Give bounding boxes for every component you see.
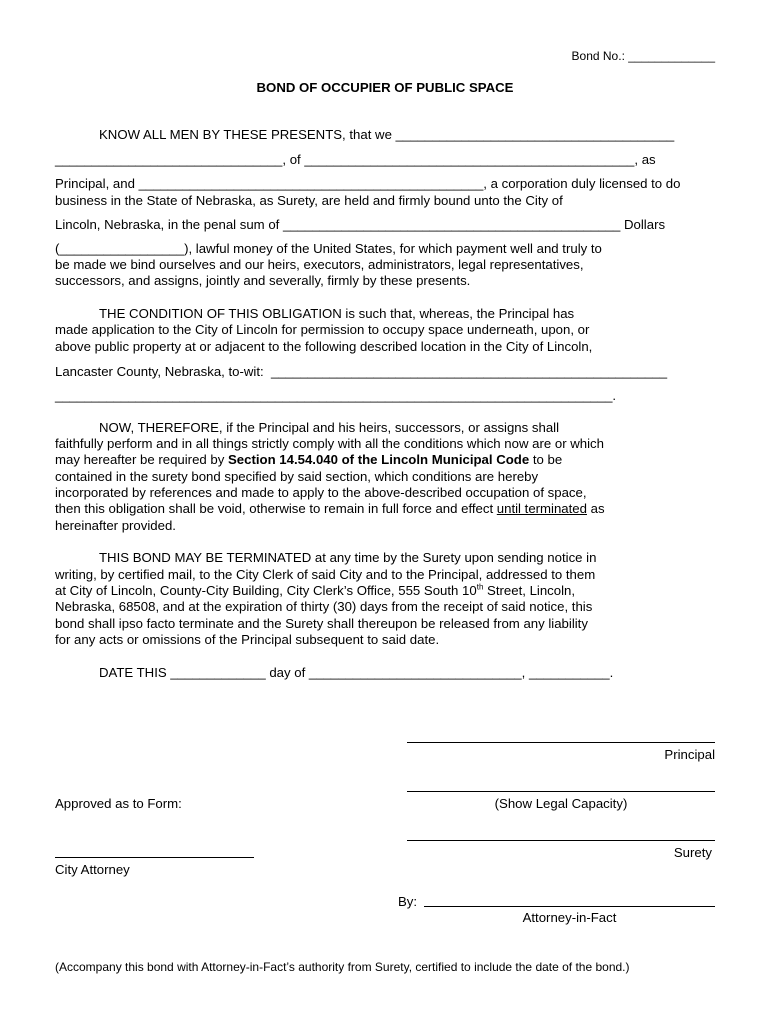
legal-capacity-label: (Show Legal Capacity) <box>494 796 628 811</box>
intro-line-6: (_________________), lawful money of the United States, for which payment well and truly to <box>55 241 602 256</box>
ordinal-suffix: th <box>476 582 484 592</box>
city-attorney-signature-line <box>55 857 254 858</box>
intro-line-7: be made we bind ourselves and our heirs, executors, administrators, legal representatives, <box>55 257 584 272</box>
therefore-line-3 <box>55 452 562 468</box>
attorney-in-fact-signature-line <box>424 906 715 907</box>
municipal-code-reference: Section 14.54.040 of the Lincoln Municipal Code <box>228 452 530 467</box>
termination-line-6: for any acts or omissions of the Principal subsequent to said date. <box>55 632 440 647</box>
city-attorney-label: City Attorney <box>55 862 130 877</box>
therefore-line-3-post: to be <box>529 452 563 467</box>
termination-line-4: Nebraska, 68508, and at the expiration of thirty (30) days from the receipt of said notice, this <box>55 599 593 614</box>
principal-label: Principal <box>664 747 715 762</box>
therefore-line-6-pre: then this obligation shall be void, otherwise to remain in full force and effect <box>55 501 497 516</box>
surety-label: Surety <box>673 845 712 860</box>
intro-line-1: KNOW ALL MEN BY THESE PRESENTS, that we ______________________________________ <box>99 127 675 142</box>
termination-line-3-pre: at City of Lincoln, County-City Building, City Clerk’s Office, 555 South 10 <box>55 583 477 598</box>
legal-capacity-line <box>407 791 715 792</box>
therefore-line-2: faithfully perform and in all things strictly comply with all the conditions which now are or which <box>55 436 604 451</box>
approved-as-to-form-label: Approved as to Form: <box>55 796 182 811</box>
therefore-line-4: contained in the surety bond specified by said section, which conditions are hereby <box>55 469 539 484</box>
principal-signature-line <box>407 742 715 743</box>
date-line: DATE THIS _____________ day of _____________________________, ___________. <box>99 665 614 680</box>
intro-line-3: Principal, and _______________________________________________, a corporation duly licensed to do <box>55 176 681 191</box>
surety-signature-line <box>407 840 715 841</box>
therefore-line-6 <box>55 501 605 517</box>
condition-line-4: Lancaster County, Nebraska, to-wit: ______________________________________________________ <box>55 364 668 379</box>
by-label: By: <box>398 894 418 909</box>
intro-line-2: _______________________________, of _____________________________________________, as <box>55 152 656 167</box>
intro-line-8: successors, and assigns, jointly and severally, firmly by these presents. <box>55 273 471 288</box>
document-title: BOND OF OCCUPIER OF PUBLIC SPACE <box>256 80 514 95</box>
attorney-in-fact-label: Attorney-in-Fact <box>522 910 617 925</box>
therefore-line-6-post: as <box>586 501 605 516</box>
termination-line-3 <box>55 583 575 599</box>
therefore-line-1: NOW, THEREFORE, if the Principal and his heirs, successors, or assigns shall <box>99 420 560 435</box>
intro-line-4: business in the State of Nebraska, as Surety, are held and firmly bound unto the City of <box>55 193 563 208</box>
until-terminated-text: until terminated <box>496 501 587 516</box>
therefore-line-7: hereinafter provided. <box>55 518 176 533</box>
termination-line-5: bond shall ipso facto terminate and the Surety shall thereupon be released from any liability <box>55 616 588 631</box>
condition-line-5: ____________________________________________________________________________. <box>55 388 617 403</box>
intro-line-5: Lincoln, Nebraska, in the penal sum of ______________________________________________ Dollars <box>55 217 666 232</box>
termination-line-1: THIS BOND MAY BE TERMINATED at any time by the Surety upon sending notice in <box>99 550 597 565</box>
condition-line-3: above public property at or adjacent to the following described location in the City of Lincoln, <box>55 339 593 354</box>
therefore-line-5: incorporated by references and made to apply to the above-described occupation of space, <box>55 485 587 500</box>
bond-number-field: Bond No.: _____________ <box>571 49 715 63</box>
condition-line-1: THE CONDITION OF THIS OBLIGATION is such that, whereas, the Principal has <box>99 306 575 321</box>
footer-note: (Accompany this bond with Attorney-in-Fact’s authority from Surety, certified to include the date of the bond.) <box>55 960 630 974</box>
termination-line-3-post: Street, Lincoln, <box>483 583 576 598</box>
condition-line-2: made application to the City of Lincoln for permission to occupy space underneath, upon, or <box>55 322 590 337</box>
termination-line-2: writing, by certified mail, to the City Clerk of said City and to the Principal, addressed to them <box>55 567 596 582</box>
therefore-line-3-pre: may hereafter be required by <box>55 452 228 467</box>
